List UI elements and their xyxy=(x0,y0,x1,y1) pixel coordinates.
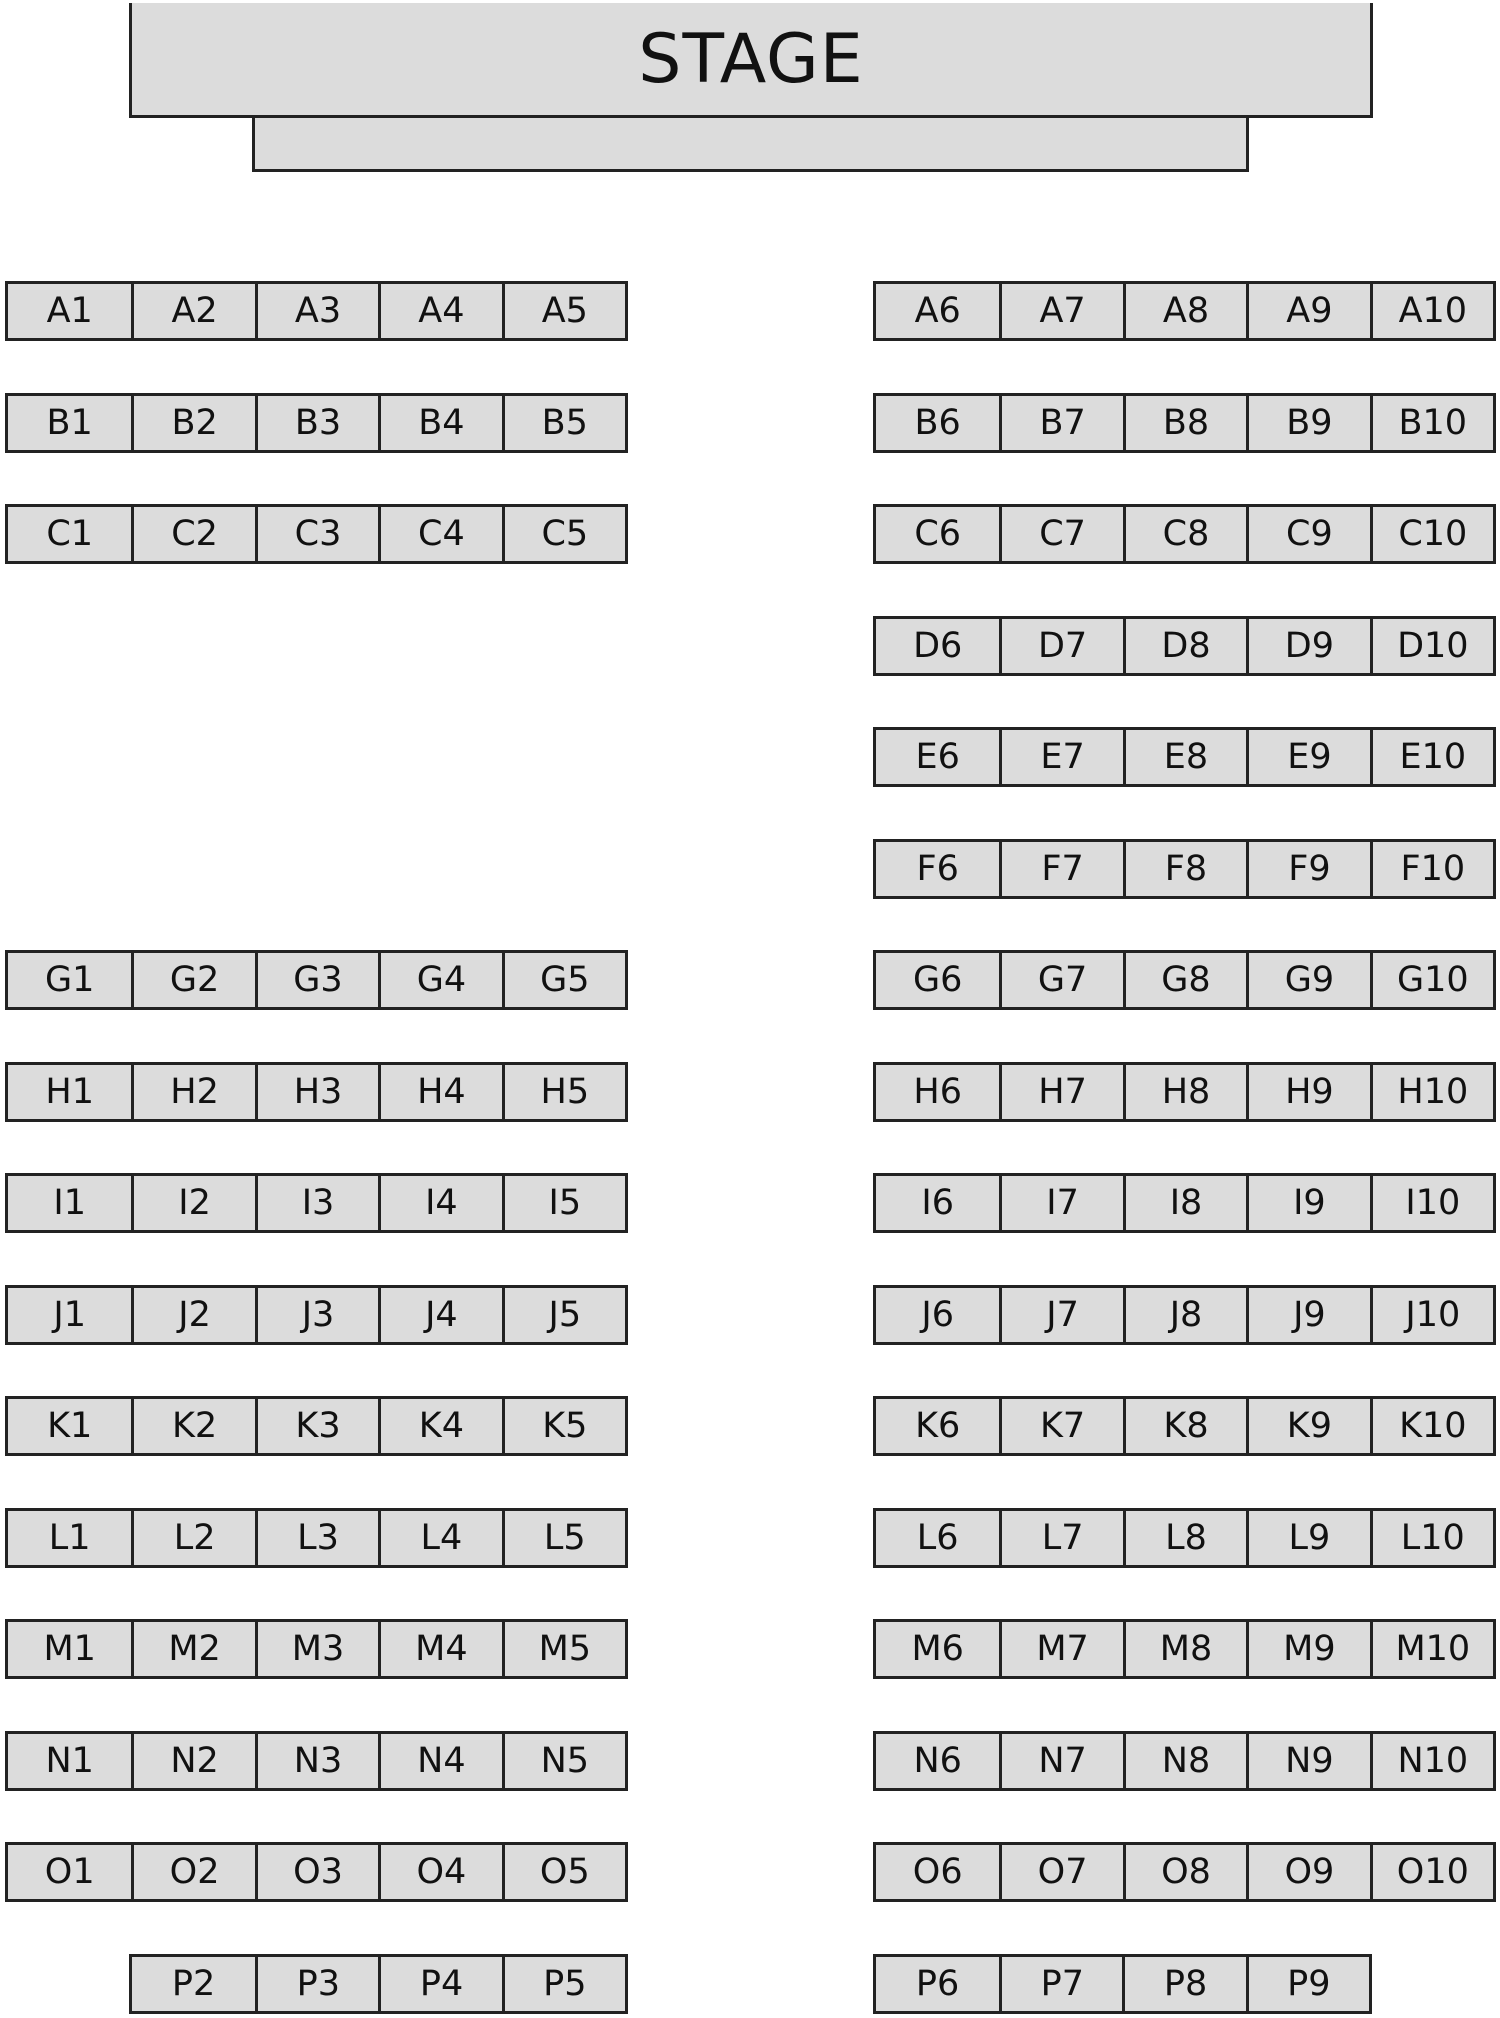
seat-l9[interactable]: L9 xyxy=(1246,1511,1369,1565)
seat-block-d-right xyxy=(873,616,1496,676)
seat-f7[interactable]: F7 xyxy=(999,842,1122,896)
seat-a10[interactable]: A10 xyxy=(1370,284,1493,338)
seat-h5[interactable]: H5 xyxy=(502,1065,625,1119)
seat-e10[interactable]: E10 xyxy=(1370,730,1493,784)
seat-h8[interactable]: H8 xyxy=(1123,1065,1246,1119)
seat-p3[interactable]: P3 xyxy=(255,1957,378,2011)
seat-b5[interactable]: B5 xyxy=(502,396,625,450)
seat-j3[interactable]: J3 xyxy=(255,1288,378,1342)
seat-block-p-right xyxy=(873,1954,1372,2014)
seat-p8[interactable]: P8 xyxy=(1122,1957,1245,2011)
seat-block-h-left xyxy=(5,1062,628,1122)
seat-p6[interactable]: P6 xyxy=(915,1964,960,2004)
seat-block-i-left xyxy=(5,1173,628,1233)
seat-b10[interactable]: B10 xyxy=(1370,396,1493,450)
seat-block-l-right xyxy=(873,1508,1496,1568)
seat-f6[interactable]: F6 xyxy=(916,849,959,889)
seat-k1[interactable]: K1 xyxy=(47,1406,93,1446)
seat-o2[interactable]: O2 xyxy=(131,1845,254,1899)
seat-b1[interactable]: B1 xyxy=(46,403,93,443)
seat-j1[interactable]: J1 xyxy=(53,1295,86,1335)
seat-block-n-left xyxy=(5,1731,628,1791)
seat-c8[interactable]: C8 xyxy=(1123,507,1246,561)
stage-label: STAGE xyxy=(638,19,864,99)
seat-block-n-right xyxy=(873,1731,1496,1791)
seat-c3[interactable]: C3 xyxy=(255,507,378,561)
seat-k7[interactable]: K7 xyxy=(999,1399,1122,1453)
seat-n10[interactable]: N10 xyxy=(1370,1734,1493,1788)
seat-g5[interactable]: G5 xyxy=(502,953,625,1007)
seat-m7[interactable]: M7 xyxy=(999,1622,1122,1676)
seat-a2[interactable]: A2 xyxy=(131,284,254,338)
seat-block-p-left xyxy=(129,1954,628,2014)
seat-block-k-right xyxy=(873,1396,1496,1456)
seat-g7[interactable]: G7 xyxy=(999,953,1122,1007)
seat-i2[interactable]: I2 xyxy=(131,1176,254,1230)
seat-h2[interactable]: H2 xyxy=(131,1065,254,1119)
seat-i10[interactable]: I10 xyxy=(1370,1176,1493,1230)
seat-block-o-right xyxy=(873,1842,1496,1902)
seat-b7[interactable]: B7 xyxy=(999,396,1122,450)
seat-n2[interactable]: N2 xyxy=(131,1734,254,1788)
seat-n3[interactable]: N3 xyxy=(255,1734,378,1788)
seat-k10[interactable]: K10 xyxy=(1370,1399,1493,1453)
seat-b3[interactable]: B3 xyxy=(255,396,378,450)
seat-m10[interactable]: M10 xyxy=(1370,1622,1493,1676)
seat-n1[interactable]: N1 xyxy=(45,1741,94,1781)
seat-l3[interactable]: L3 xyxy=(255,1511,378,1565)
seat-l7[interactable]: L7 xyxy=(999,1511,1122,1565)
seat-p9[interactable]: P9 xyxy=(1246,1957,1369,2011)
seat-n8[interactable]: N8 xyxy=(1123,1734,1246,1788)
seat-g1[interactable]: G1 xyxy=(45,960,95,1000)
seat-c1[interactable]: C1 xyxy=(46,514,94,554)
seat-k8[interactable]: K8 xyxy=(1123,1399,1246,1453)
seat-a1[interactable]: A1 xyxy=(46,291,93,331)
seat-p5[interactable]: P5 xyxy=(502,1957,625,2011)
seat-g8[interactable]: G8 xyxy=(1123,953,1246,1007)
seat-c4[interactable]: C4 xyxy=(378,507,501,561)
seat-l2[interactable]: L2 xyxy=(131,1511,254,1565)
seat-k6[interactable]: K6 xyxy=(915,1406,961,1446)
seat-block-h-right xyxy=(873,1062,1496,1122)
seat-i6[interactable]: I6 xyxy=(921,1183,954,1223)
seat-m9[interactable]: M9 xyxy=(1246,1622,1369,1676)
seat-o5[interactable]: O5 xyxy=(502,1845,625,1899)
seat-p2[interactable]: P2 xyxy=(171,1964,216,2004)
seat-o1[interactable]: O1 xyxy=(44,1852,95,1892)
seat-o6[interactable]: O6 xyxy=(912,1852,963,1892)
seat-o9[interactable]: O9 xyxy=(1246,1845,1369,1899)
seat-f9[interactable]: F9 xyxy=(1246,842,1369,896)
seat-block-k-left xyxy=(5,1396,628,1456)
seat-k4[interactable]: K4 xyxy=(378,1399,501,1453)
seat-block-m-left xyxy=(5,1619,628,1679)
seat-i4[interactable]: I4 xyxy=(378,1176,501,1230)
seat-l10[interactable]: L10 xyxy=(1370,1511,1493,1565)
seat-a4[interactable]: A4 xyxy=(378,284,501,338)
seat-b4[interactable]: B4 xyxy=(378,396,501,450)
seat-e6[interactable]: E6 xyxy=(915,737,960,777)
seat-l6[interactable]: L6 xyxy=(916,1518,959,1558)
seat-m2[interactable]: M2 xyxy=(131,1622,254,1676)
seat-l8[interactable]: L8 xyxy=(1123,1511,1246,1565)
seat-b8[interactable]: B8 xyxy=(1123,396,1246,450)
seat-i9[interactable]: I9 xyxy=(1246,1176,1369,1230)
seat-m4[interactable]: M4 xyxy=(378,1622,501,1676)
seat-block-e-right xyxy=(873,727,1496,787)
seat-h3[interactable]: H3 xyxy=(255,1065,378,1119)
seat-c9[interactable]: C9 xyxy=(1246,507,1369,561)
seat-g9[interactable]: G9 xyxy=(1246,953,1369,1007)
seat-a9[interactable]: A9 xyxy=(1246,284,1369,338)
seat-b6[interactable]: B6 xyxy=(914,403,961,443)
seat-a3[interactable]: A3 xyxy=(255,284,378,338)
seat-o7[interactable]: O7 xyxy=(999,1845,1122,1899)
seat-h1[interactable]: H1 xyxy=(45,1072,94,1112)
seat-n6[interactable]: N6 xyxy=(913,1741,962,1781)
seat-o10[interactable]: O10 xyxy=(1370,1845,1493,1899)
seat-b9[interactable]: B9 xyxy=(1246,396,1369,450)
seat-o4[interactable]: O4 xyxy=(378,1845,501,1899)
seat-j7[interactable]: J7 xyxy=(999,1288,1122,1342)
seat-o8[interactable]: O8 xyxy=(1123,1845,1246,1899)
seat-k3[interactable]: K3 xyxy=(255,1399,378,1453)
seat-g3[interactable]: G3 xyxy=(255,953,378,1007)
seat-n9[interactable]: N9 xyxy=(1246,1734,1369,1788)
seat-block-i-right xyxy=(873,1173,1496,1233)
seat-a6[interactable]: A6 xyxy=(914,291,961,331)
seat-d9[interactable]: D9 xyxy=(1246,619,1369,673)
seat-m6[interactable]: M6 xyxy=(911,1629,964,1669)
seat-i8[interactable]: I8 xyxy=(1123,1176,1246,1230)
seat-block-b-right xyxy=(873,393,1496,453)
seat-block-b-left xyxy=(5,393,628,453)
seat-i7[interactable]: I7 xyxy=(999,1176,1122,1230)
seat-block-m-right xyxy=(873,1619,1496,1679)
seat-j2[interactable]: J2 xyxy=(131,1288,254,1342)
seat-h7[interactable]: H7 xyxy=(999,1065,1122,1119)
seat-d10[interactable]: D10 xyxy=(1370,619,1493,673)
seat-j8[interactable]: J8 xyxy=(1123,1288,1246,1342)
seat-f10[interactable]: F10 xyxy=(1370,842,1493,896)
seat-c2[interactable]: C2 xyxy=(131,507,254,561)
seat-block-j-left xyxy=(5,1285,628,1345)
seat-n5[interactable]: N5 xyxy=(502,1734,625,1788)
seat-k5[interactable]: K5 xyxy=(502,1399,625,1453)
seat-a8[interactable]: A8 xyxy=(1123,284,1246,338)
seat-g10[interactable]: G10 xyxy=(1370,953,1493,1007)
seat-c10[interactable]: C10 xyxy=(1370,507,1493,561)
seat-j6[interactable]: J6 xyxy=(921,1295,954,1335)
seat-l4[interactable]: L4 xyxy=(378,1511,501,1565)
seat-k9[interactable]: K9 xyxy=(1246,1399,1369,1453)
seat-j4[interactable]: J4 xyxy=(378,1288,501,1342)
seat-e7[interactable]: E7 xyxy=(999,730,1122,784)
seat-block-a-right xyxy=(873,281,1496,341)
seat-d6[interactable]: D6 xyxy=(913,626,963,666)
seat-block-a-left xyxy=(5,281,628,341)
seat-l5[interactable]: L5 xyxy=(502,1511,625,1565)
seat-j10[interactable]: J10 xyxy=(1370,1288,1493,1342)
seat-h4[interactable]: H4 xyxy=(378,1065,501,1119)
seat-m8[interactable]: M8 xyxy=(1123,1622,1246,1676)
seat-block-j-right xyxy=(873,1285,1496,1345)
seat-l1[interactable]: L1 xyxy=(48,1518,91,1558)
seat-h9[interactable]: H9 xyxy=(1246,1065,1369,1119)
seat-k2[interactable]: K2 xyxy=(131,1399,254,1453)
seat-a5[interactable]: A5 xyxy=(502,284,625,338)
seat-p4[interactable]: P4 xyxy=(378,1957,501,2011)
seat-block-c-right xyxy=(873,504,1496,564)
seat-j9[interactable]: J9 xyxy=(1246,1288,1369,1342)
seat-h6[interactable]: H6 xyxy=(913,1072,962,1112)
seat-n7[interactable]: N7 xyxy=(999,1734,1122,1788)
seat-g4[interactable]: G4 xyxy=(378,953,501,1007)
seat-d8[interactable]: D8 xyxy=(1123,619,1246,673)
seat-block-o-left xyxy=(5,1842,628,1902)
seat-g6[interactable]: G6 xyxy=(913,960,963,1000)
seat-block-f-right xyxy=(873,839,1496,899)
seat-h10[interactable]: H10 xyxy=(1370,1065,1493,1119)
seat-e8[interactable]: E8 xyxy=(1123,730,1246,784)
seat-block-g-right xyxy=(873,950,1496,1010)
seat-o3[interactable]: O3 xyxy=(255,1845,378,1899)
seat-m5[interactable]: M5 xyxy=(502,1622,625,1676)
seat-block-c-left xyxy=(5,504,628,564)
seat-block-g-left xyxy=(5,950,628,1010)
seat-d7[interactable]: D7 xyxy=(999,619,1122,673)
seat-e9[interactable]: E9 xyxy=(1246,730,1369,784)
seat-p7[interactable]: P7 xyxy=(999,1957,1122,2011)
seat-i1[interactable]: I1 xyxy=(53,1183,86,1223)
seat-j5[interactable]: J5 xyxy=(502,1288,625,1342)
seat-n4[interactable]: N4 xyxy=(378,1734,501,1788)
seat-i3[interactable]: I3 xyxy=(255,1176,378,1230)
seat-a7[interactable]: A7 xyxy=(999,284,1122,338)
seat-b2[interactable]: B2 xyxy=(131,396,254,450)
seat-c7[interactable]: C7 xyxy=(999,507,1122,561)
seat-c5[interactable]: C5 xyxy=(502,507,625,561)
seat-m1[interactable]: M1 xyxy=(43,1629,96,1669)
seat-m3[interactable]: M3 xyxy=(255,1622,378,1676)
seat-c6[interactable]: C6 xyxy=(914,514,962,554)
stage-apron xyxy=(252,115,1249,172)
seat-i5[interactable]: I5 xyxy=(502,1176,625,1230)
seat-g2[interactable]: G2 xyxy=(131,953,254,1007)
stage xyxy=(129,3,1373,118)
seat-f8[interactable]: F8 xyxy=(1123,842,1246,896)
seat-block-l-left xyxy=(5,1508,628,1568)
